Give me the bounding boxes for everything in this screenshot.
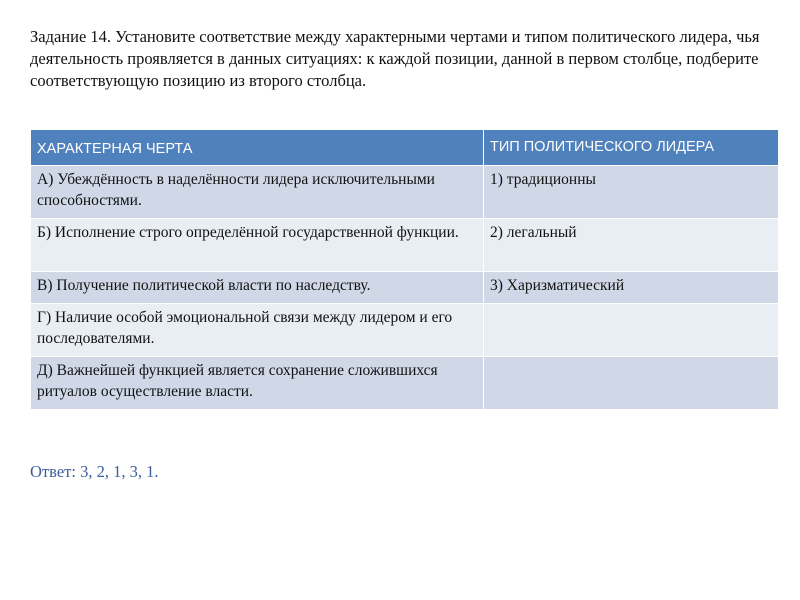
feature-cell: В) Получение политической власти по наследству. xyxy=(31,272,484,304)
feature-cell: Г) Наличие особой эмоциональной связи между лидером и его последователями. xyxy=(31,304,484,357)
table-row xyxy=(31,304,779,357)
leader-type-cell: 1) традиционны xyxy=(484,166,779,219)
table-row xyxy=(31,166,779,219)
table-row xyxy=(31,219,779,272)
feature-cell: Б) Исполнение строго определённой государственной функции. xyxy=(31,219,484,272)
leader-type-cell: 3) Харизматический xyxy=(484,272,779,304)
table-header-row xyxy=(31,130,779,166)
leader-type-cell xyxy=(484,357,779,410)
header-leader-type: ТИП ПОЛИТИЧЕСКОГО ЛИДЕРА xyxy=(484,130,779,166)
header-feature: ХАРАКТЕРНАЯ ЧЕРТА xyxy=(31,130,484,166)
leader-type-cell xyxy=(484,304,779,357)
task-text: Задание 14. Установите соответствие между характерными чертами и типом политического лидера, чья деятельность проявляется в данных ситуациях: к каждой позиции, данной в первом столбце, подберите соответствующую позицию из второго столбца. xyxy=(30,27,760,90)
answer-text: Ответ: 3, 2, 1, 3, 1. xyxy=(30,462,159,481)
matching-table xyxy=(30,129,779,410)
feature-cell: Д) Важнейшей функцией является сохранение сложившихся ритуалов осуществление власти. xyxy=(31,357,484,410)
leader-type-cell: 2) легальный xyxy=(484,219,779,272)
table-row xyxy=(31,357,779,410)
table-row xyxy=(31,272,779,304)
feature-cell: А) Убеждённость в наделённости лидера исключительными способностями. xyxy=(31,166,484,219)
